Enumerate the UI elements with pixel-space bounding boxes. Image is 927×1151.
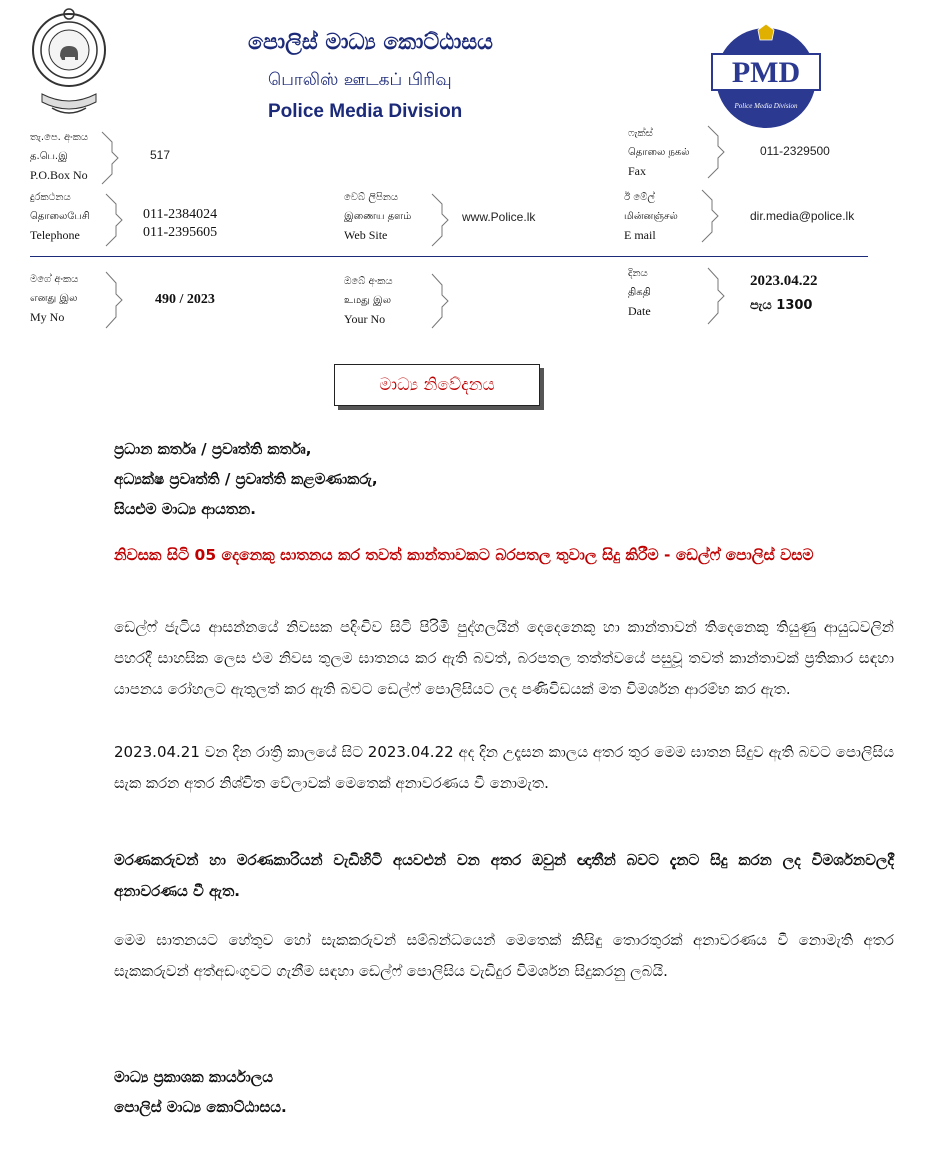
my-no-label: මගේ අංකය எனது இல My No: [30, 274, 79, 324]
media-notice-title: මාධ්‍ය නිවේදනය: [334, 364, 540, 406]
fax-brace: [706, 126, 726, 178]
title-sinhala: පොලිස් මාධ්‍ය කොට්ඨාසය: [248, 30, 493, 55]
body-paragraph: මෙම ඝාතනයට හේතුව හෝ සැකකරුවන් සම්බන්ධයෙන් මෙතෙක් කිසිඳු තොරතුරක් අනාවරණය වී නොමැති අතර සැකකරුවන් අත්අඩංගුවට ගැනීම සඳහා ඩෙල්ෆ් පොලිසිය වැඩිදුර විමර්ශන සිදුකරනු ලබයි.: [114, 931, 894, 980]
email-value: dir.media@police.lk: [750, 209, 855, 223]
website-value: www.Police.lk: [462, 210, 536, 224]
police-seal-logo: [30, 4, 108, 124]
recipients-block: [114, 434, 378, 524]
body-paragraph: ඩෙල්ෆ් ජැටිය ආසන්නයේ නිවසක පදිංචිව සිටි පිරිමි පුද්ගලයින් දෙදෙනෙකු හා කාන්තාවන් තිදෙනෙකු තියුණු ආයුධවලින් පහරදී සාහසික ලෙස එම නිවස තුලම ඝාතනය කර ඇති බවත්, බරපතල තත්ත්වයේ පසුවූ තවත් කාන්තාවක් ප්‍රතිකාර සඳහා යාපනය රෝහලට ඇතුලත් කර ඇති බවට ඩෙල්ෆ් පොලිසියට ලද පණිවිඩයක් මත විමර්ශන ආරම්භ කර ඇත.: [114, 618, 894, 698]
date-value: 2023.04.22: [750, 273, 818, 289]
recipient-line: අධ්‍යක්ෂ ප්‍රවෘත්ති / ප්‍රවෘත්ති කළමණාකරු,: [114, 470, 378, 488]
pmd-logo-text: PMD: [731, 56, 801, 89]
my-no-brace: [104, 272, 124, 328]
website-brace: [430, 194, 450, 246]
telephone-value-1: 011-2384024: [143, 207, 218, 222]
recipient-line: ප්‍රධාන කර්තෘ / ප්‍රවෘත්ති කර්තෘ,: [114, 440, 312, 458]
body-paragraph: 2023.04.21 වන දින රාත්‍රි කාලයේ සිට 2023.04.22 අද දින උදෑසන කාලය අතර තුර මෙම ඝාතන සිදුව ඇති බවට පොලිසිය සැක කරන අතර නිශ්චිත වේලාවක් මෙතෙක් අනාවරණය වී නොමැත.: [114, 743, 894, 792]
fax-label: ෆැක්ස් தொலை நகல் Fax: [628, 128, 690, 178]
title-tamil: பொலிஸ் ஊடகப் பிரிவு: [268, 70, 452, 90]
telephone-label: දුරකථනය தொலைபேசி Telephone: [30, 192, 90, 242]
signature-block: [114, 1062, 287, 1122]
title-english: Police Media Division: [268, 101, 463, 122]
headline: නිවසක සිටි 05 දෙනෙකු ඝාතනය කර තවත් කාන්තාවකට බරපතල තුවාල සිදු කිරීම - ඩෙල්ෆ් පොලිස් වසම: [114, 546, 814, 564]
telephone-value-2: 011-2395605: [143, 225, 218, 240]
website-label: වෙබ් ලිපිනය இணைய தளம் Web Site: [344, 192, 412, 242]
pmd-logo: [706, 22, 826, 128]
po-box-value: 517: [150, 148, 171, 162]
header-divider: [30, 256, 868, 257]
recipient-line: සියළුම මාධ්‍ය ආයතන.: [114, 500, 256, 518]
date-brace: [706, 268, 726, 324]
division-name: පොලිස් මාධ්‍ය කොට්ඨාසය.: [114, 1098, 287, 1116]
your-no-label: ඔබේ අංකය உமது இல Your No: [344, 276, 393, 326]
pmd-logo-subtext: Police Media Division: [734, 102, 798, 110]
fax-value: 011-2329500: [760, 144, 830, 158]
email-label: ඊ මේල් மின்னஞ்சல் E mail: [624, 192, 678, 242]
your-no-brace: [430, 274, 450, 328]
office-name: මාධ්‍ය ප්‍රකාශක කාර්යාලය: [114, 1068, 274, 1086]
body-paragraph: මරණකරුවන් හා මරණකාරියන් වැඩිහිටි අයවළුන් වන අතර ඔවුන් ඥාතීන් බවට දැනට සිදු කරන ලද විමර්ශනවලදී අනාවරණය වී ඇත.: [114, 851, 894, 900]
my-no-value: 490 / 2023: [155, 292, 215, 307]
time-value: පැය 1300: [750, 298, 813, 313]
po-box-label: තැ.පෙ. අංකය த.பெ.இ P.O.Box No: [30, 132, 89, 182]
po-box-brace: [100, 132, 120, 184]
telephone-brace: [104, 194, 124, 246]
email-brace: [700, 190, 720, 242]
date-label: දිනය திகதி Date: [628, 268, 651, 318]
